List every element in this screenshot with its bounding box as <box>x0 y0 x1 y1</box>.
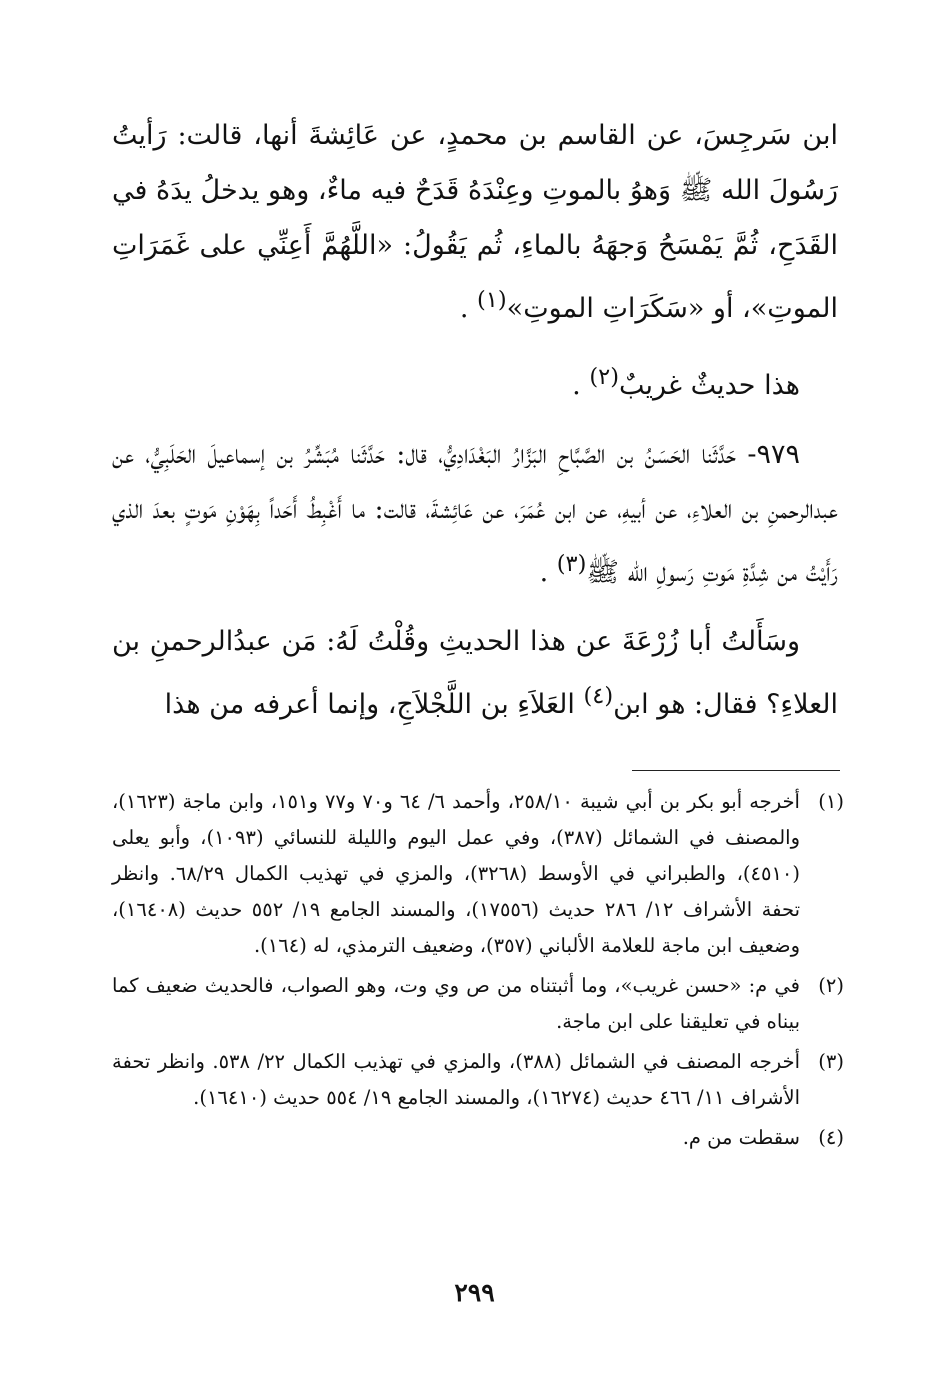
paragraph-hadith-979 <box>112 427 838 600</box>
footnote-2 <box>112 968 844 1040</box>
footnote-text: في م: «حسن غريب»، وما أثبتناه من ص وي وت، وهو الصواب، فالحديث ضعيف كما بيناه في تعليقنا على ابن ماجة. <box>112 974 800 1033</box>
footnote-3 <box>112 1044 844 1116</box>
footnote-number: (١) <box>818 790 844 813</box>
footnote-ref: (٢) <box>589 364 619 390</box>
paragraph-abu-zura <box>112 614 838 732</box>
footnote-ref: (١) <box>477 287 507 313</box>
paragraph-text: هذا حديثٌ غريبٌ <box>618 370 800 401</box>
main-text <box>112 108 838 746</box>
paragraph-continuation <box>112 108 838 336</box>
paragraph-text: ٩٧٩- حَدَّثَنا الحَسَنُ بن الصَّبَّاحِ البَزَّارُ البَغْدَادِيُّ، قال: حَدَّثَنا مُبَشِّرُ بن إسماعيلَ الحَلَبِيُّ، عن عبدالرحمنِ بن العلاءِ، عن أبيهِ، عن ابن عُمَرَ، عن عَائِشةَ، قالت: ما أَغْبِطُ أَحَداً بِهَوْنِ مَوتٍ بعدَ الذي رَأَيْتُ من شِدَّةِ مَوتِ رَسولِ الله ﷺ <box>112 439 838 588</box>
page-number: ٢٩٩ <box>454 1278 495 1307</box>
footnote-text: سقطت من م. <box>682 1126 800 1149</box>
paragraph-end: . <box>459 293 478 324</box>
footnote-number: (٢) <box>818 974 844 997</box>
footnote-number: (٤) <box>818 1126 844 1149</box>
paragraph-end: العَلاَءِ بن اللَّجْلاَجِ، وإنما أعرفه من هذا <box>164 689 584 720</box>
footnote-ref: (٣) <box>556 551 587 577</box>
footnotes <box>112 784 844 1160</box>
footnote-text: أخرجه أبو بكر بن أبي شيبة ٢٥٨/١٠، وأحمد ٦/ ٦٤ و٧٠ و٧٧ و١٥١، وابن ماجة (١٦٢٣)، والمصنف في الشمائل (٣٨٧)، وفي عمل اليوم والليلة للنسائي (١٠٩٣)، وأبو يعلى (٤٥١٠)، والطبراني في الأوسط (٣٢٦٨)، والمزي في تهذيب الكمال ٦٨/٢٩. وانظر تحفة الأشراف ١٢/ ٢٨٦ حديث (١٧٥٥٦)، والمسند الجامع ١٩/ ٥٥٢ حديث (١٦٤٠٨)، وضعيف ابن ماجة للعلامة الألباني (٣٥٧)، وضعيف الترمذي، له (١٦٤). <box>112 790 801 957</box>
footnote-divider <box>632 770 840 771</box>
paragraph-text: ابن سَرجِسَ، عن القاسم بن محمدٍ، عن عَائِشةَ أنها، قالت: رَأيتُ رَسُولَ الله ﷺ وَهوُ بالموتِ وعِنْدَهُ قَدَحٌ فيه ماءٌ، وهو يدخلُ يدَهُ في القَدَحِ، ثُمَّ يَمْسَحُ وَجهَهُ بالماءِ، ثُم يَقُولُ: «اللَّهُمَّ أَعِنِّي على غَمَرَاتِ الموتِ»، أو «سَكَرَاتِ الموتِ» <box>112 120 838 324</box>
paragraph-end: . <box>572 370 590 401</box>
footnote-number: (٣) <box>818 1050 844 1073</box>
paragraph-text: وسَأَلتُ أبا زُرْعَةَ عن هذا الحديثِ وقُلْتُ لَهُ: مَن عبدُالرحمنِ بن العلاءِ؟ فقال: هو ابن <box>112 626 838 720</box>
paragraph-end: . <box>539 557 557 588</box>
footnote-ref: (٤) <box>583 683 614 709</box>
paragraph-grading <box>112 350 838 413</box>
footnote-1 <box>112 784 844 964</box>
footnote-text: أخرجه المصنف في الشمائل (٣٨٨)، والمزي في تهذيب الكمال ٢٢/ ٥٣٨. وانظر تحفة الأشراف ١١/ ٤٦٦ حديث (١٦٢٧٤)، والمسند الجامع ١٩/ ٥٥٤ حديث (١٦٤١٠). <box>112 1050 800 1109</box>
footnote-4 <box>112 1120 844 1156</box>
